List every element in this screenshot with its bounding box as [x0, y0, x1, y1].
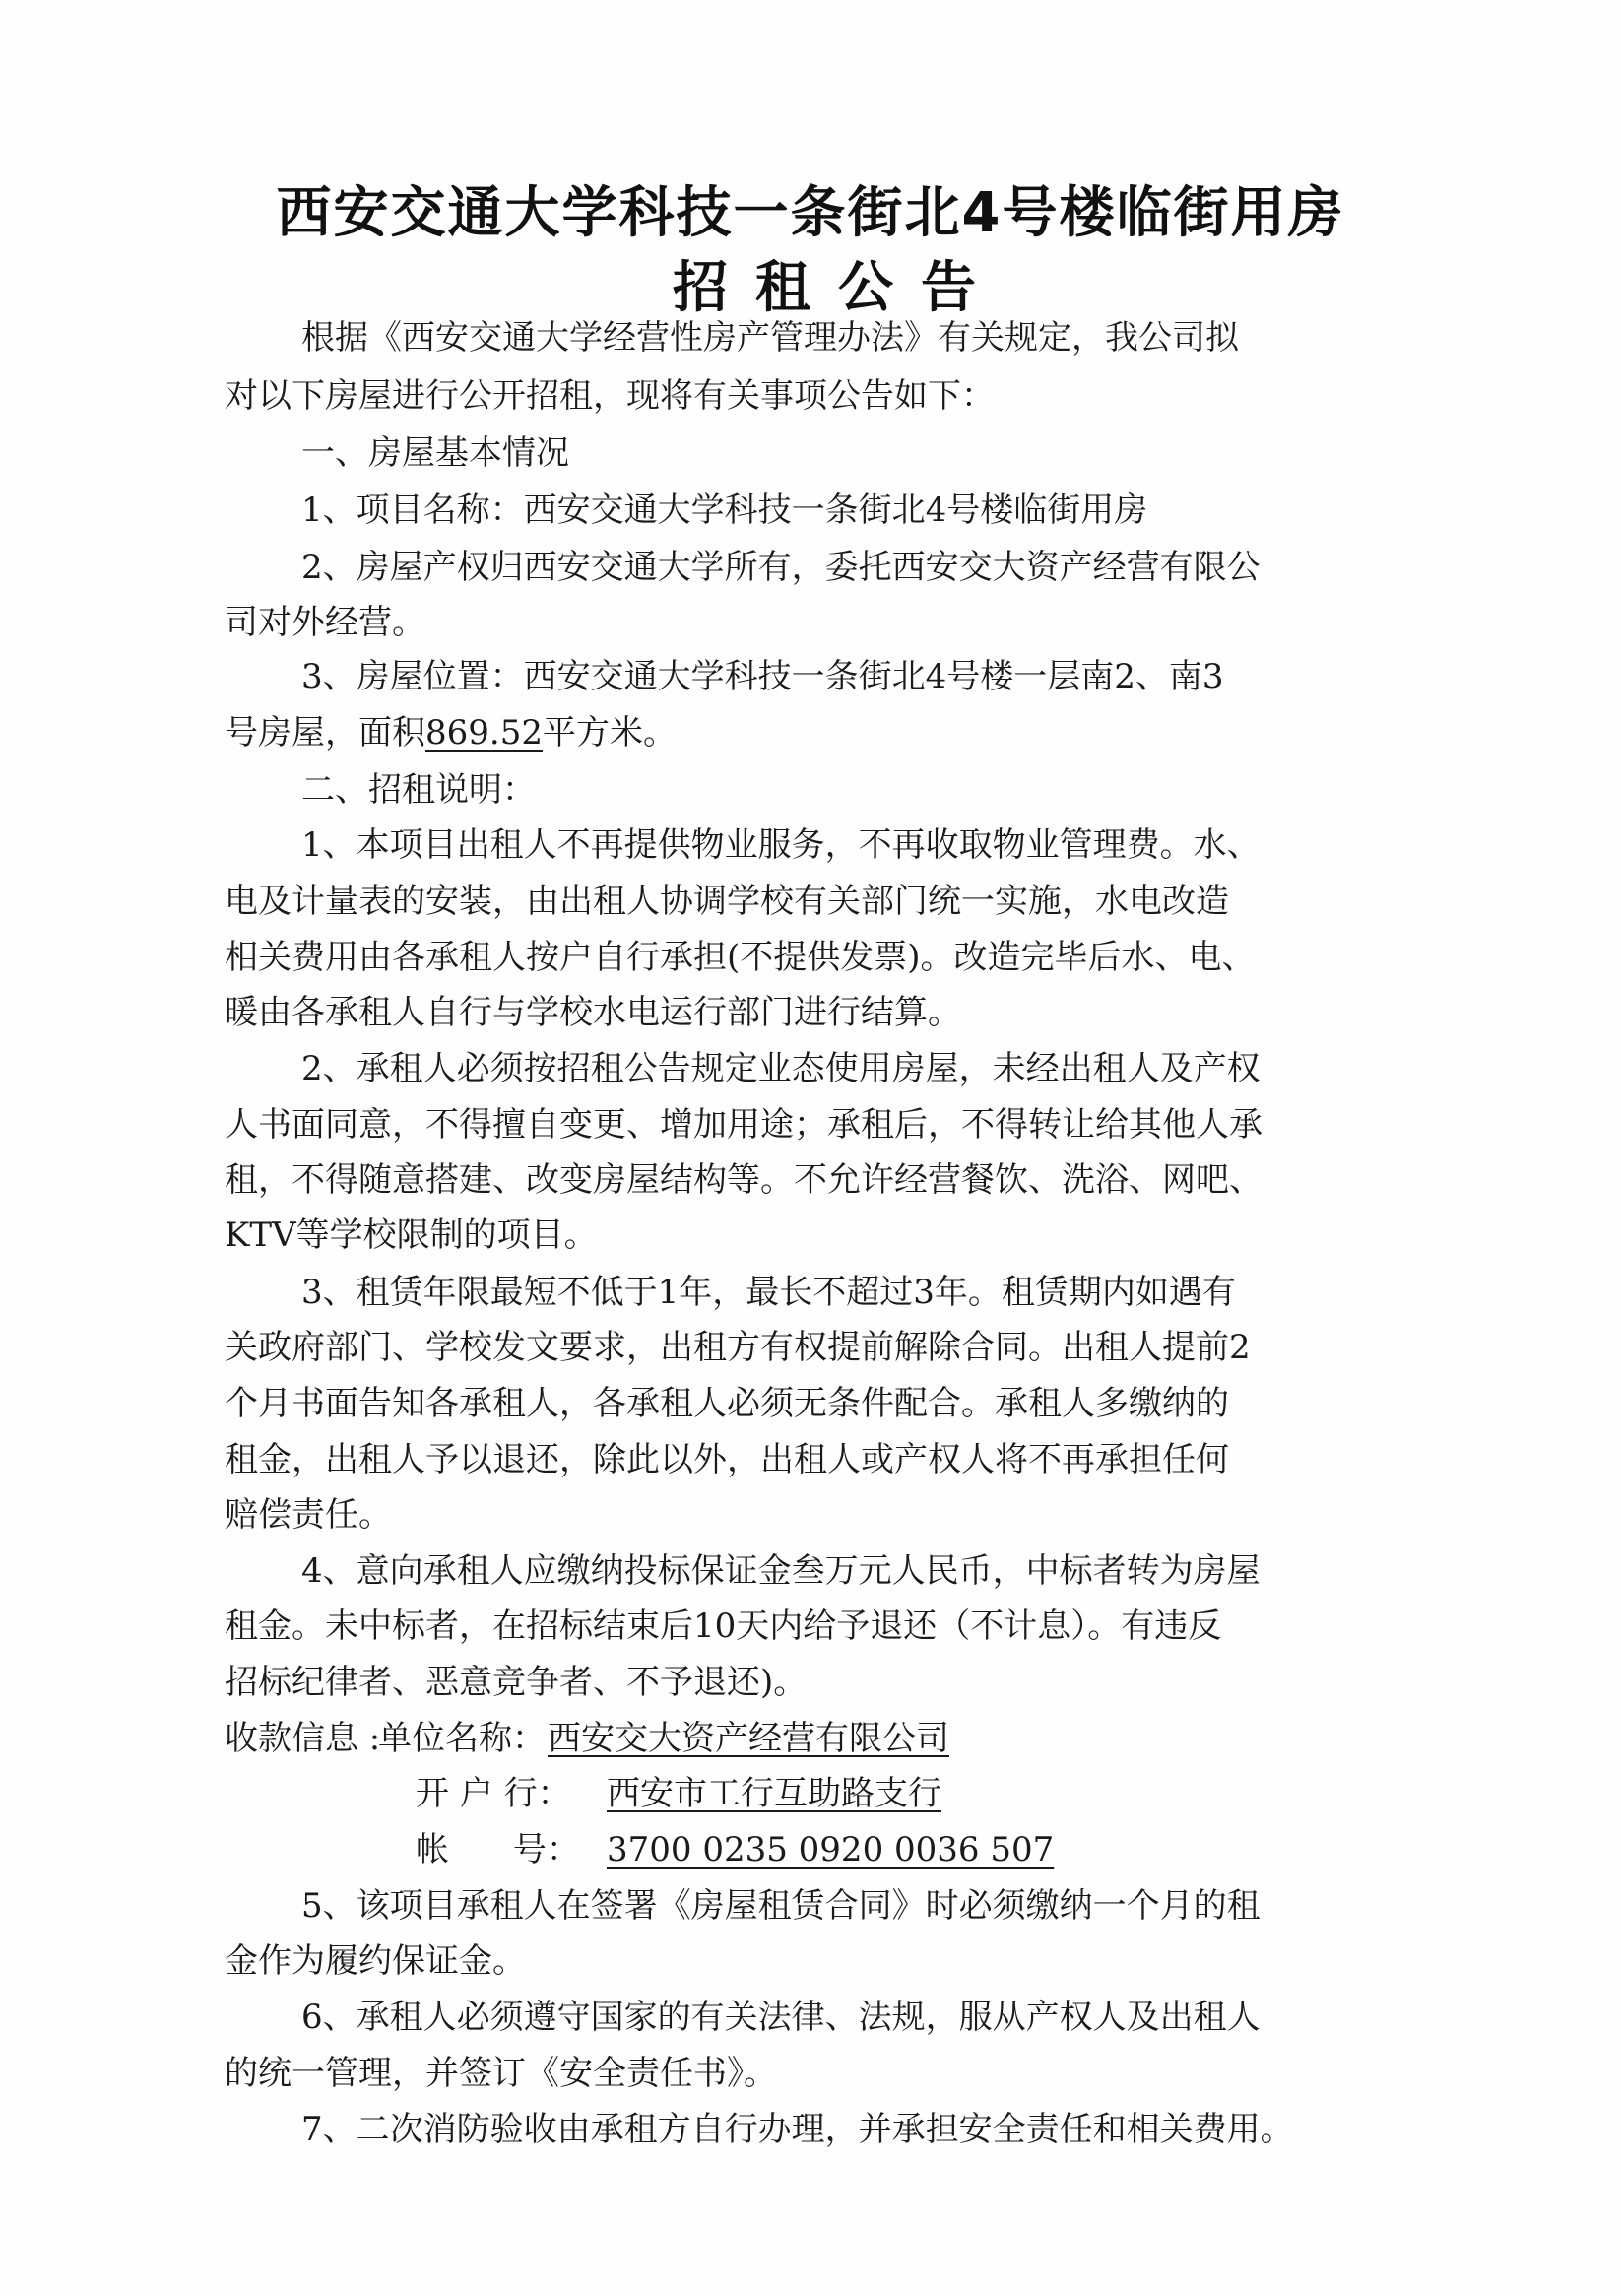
- document-title: 西安交通大学科技一条街北4号楼临街用房: [276, 181, 1345, 245]
- paragraph-line: 赔偿责任。: [225, 1495, 392, 1535]
- paragraph-line: 租金。未中标者，在招标结束后10天内给予退还（不计息）。有违反: [225, 1607, 1222, 1646]
- document-subtitle: 招租公告: [673, 256, 1004, 320]
- payment-account-value: 3700 0235 0920 0036 507: [607, 1830, 1055, 1870]
- paragraph-line: 相关费用由各承租人按户自行承担(不提供发票)。改造完毕后水、电、: [225, 938, 1256, 977]
- paragraph-line: 的统一管理，并签订《安全责任书》。: [225, 2054, 777, 2093]
- paragraph-line: 3、租赁年限最短不低于1年，最长不超过3年。租赁期内如遇有: [301, 1273, 1236, 1312]
- payment-account-label: 帐 号：: [416, 1830, 580, 1870]
- payment-bank-value: 西安市工行互助路支行: [607, 1774, 941, 1813]
- paragraph-line: 电及计量表的安装，由出租人协调学校有关部门统一实施，水电改造: [225, 882, 1229, 921]
- paragraph-line: 3、房屋位置：西安交通大学科技一条街北4号楼一层南2、南3: [301, 657, 1224, 696]
- paragraph-line: 1、项目名称：西安交通大学科技一条街北4号楼临街用房: [301, 491, 1148, 530]
- payment-bank-label: 开 户 行：: [416, 1774, 571, 1813]
- paragraph-line: 7、二次消防验收由承租方自行办理，并承担安全责任和相关费用。: [301, 2110, 1294, 2149]
- area-prefix: 号房屋，面积: [225, 713, 425, 753]
- paragraph-line: [225, 713, 677, 753]
- paragraph-line: 人书面同意，不得擅自变更、增加用途；承租后，不得转让给其他人承: [225, 1105, 1263, 1145]
- paragraph-line: 6、承租人必须遵守国家的有关法律、法规，服从产权人及出租人: [301, 1998, 1261, 2037]
- paragraph-line: 招标纪律者、恶意竞争者、不予退还)。: [225, 1663, 808, 1702]
- paragraph-line: 对以下房屋进行公开招租，现将有关事项公告如下：: [225, 376, 995, 416]
- paragraph-line: 2、承租人必须按招租公告规定业态使用房屋，未经出租人及产权: [301, 1049, 1261, 1088]
- paragraph-line: 金作为履约保证金。: [225, 1941, 526, 1981]
- paragraph-line: 租金，出租人予以退还，除此以外，出租人或产权人将不再承担任何: [225, 1440, 1229, 1479]
- paragraph-line: 根据《西安交通大学经营性房产管理办法》有关规定，我公司拟: [301, 318, 1239, 358]
- section-heading: 一、房屋基本情况: [301, 433, 569, 473]
- section-heading: 二、招租说明：: [301, 770, 536, 810]
- area-value: 869.52: [425, 713, 543, 753]
- paragraph-line: 租，不得随意搭建、改变房屋结构等。不允许经营餐饮、洗浴、网吧、: [225, 1160, 1263, 1200]
- paragraph-line: 5、该项目承租人在签署《房屋租赁合同》时必须缴纳一个月的租: [301, 1886, 1261, 1926]
- payment-unit-label: 单位名称：: [378, 1719, 546, 1758]
- paragraph-line: 暖由各承租人自行与学校水电运行部门进行结算。: [225, 993, 961, 1032]
- paragraph-line: KTV等学校限制的项目。: [225, 1215, 598, 1255]
- payment-label: 收款信息 :: [225, 1719, 381, 1758]
- paragraph-line: 4、意向承租人应缴纳投标保证金叁万元人民币，中标者转为房屋: [301, 1551, 1261, 1591]
- paragraph-line: 关政府部门、学校发文要求，出租方有权提前解除合同。出租人提前2: [225, 1328, 1251, 1367]
- paragraph-line: 2、房屋产权归西安交通大学所有，委托西安交大资产经营有限公: [301, 548, 1261, 587]
- paragraph-line: 个月书面告知各承租人，各承租人必须无条件配合。承租人多缴纳的: [225, 1384, 1229, 1423]
- paragraph-line: 司对外经营。: [225, 603, 425, 642]
- paragraph-line: 1、本项目出租人不再提供物业服务，不再收取物业管理费。水、: [301, 825, 1261, 865]
- payment-unit-value: 西安交大资产经营有限公司: [548, 1719, 949, 1758]
- area-unit: 平方米。: [542, 713, 677, 753]
